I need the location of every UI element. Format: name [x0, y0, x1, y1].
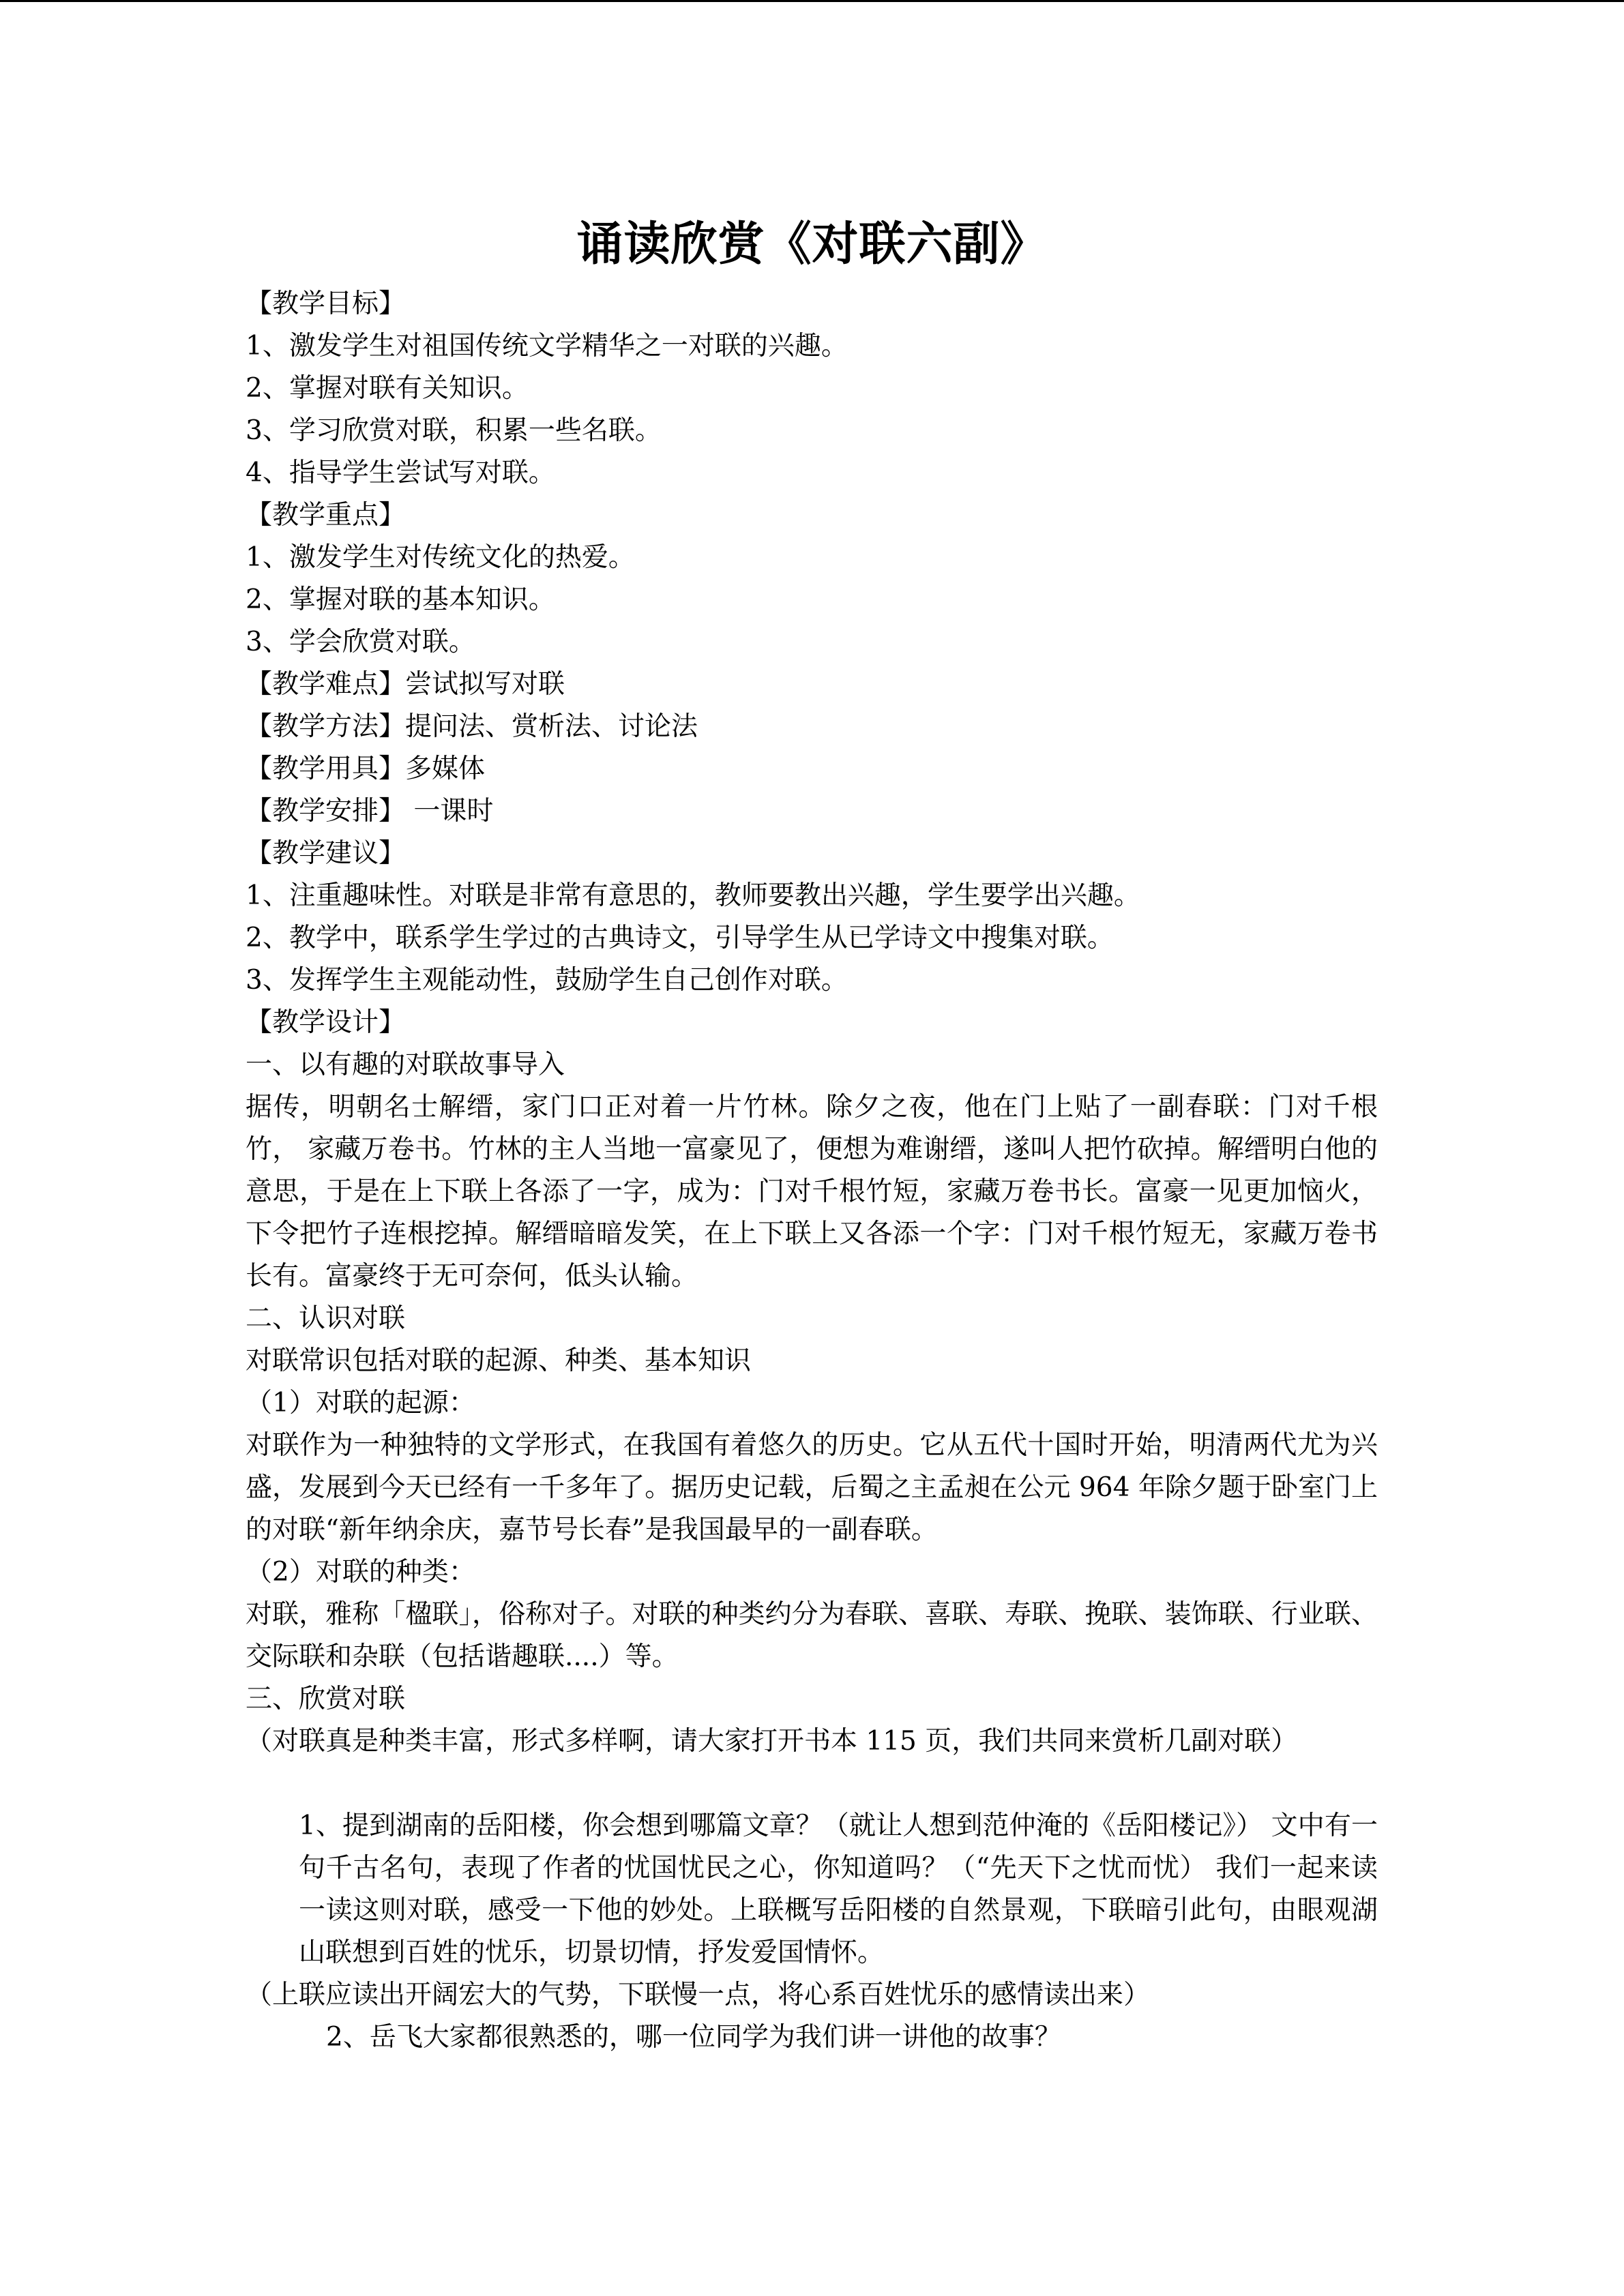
goal-item: 3、学习欣赏对联，积累一些名联。 [246, 415, 662, 446]
blank-line [246, 1763, 1378, 1805]
types-text: 对联，雅称「楹联」，俗称对子。对联的种类约分为春联、喜联、寿联、挽联、装饰联、行业联、交际联和杂联（包括谐趣联....）等。 [246, 1599, 1378, 1672]
suggest-heading: 【教学建议】 [246, 838, 406, 869]
document-title: 诵读欣赏《对联六副》 [576, 217, 1048, 271]
document-body [246, 283, 1378, 2059]
item1-paragraph: 1、提到湖南的岳阳楼，你会想到哪篇文章？（就让人想到范仲淹的《岳阳楼记》） 文中有一句千古名句，表现了作者的忧国忧民之心，你知道吗？（“先天下之忧而忧） 我们一起来读一读这则对联，感受一下他的妙处。上联概写岳阳楼的自然景观，下联暗引此句，由眼观湖山联想到百姓的忧乐，切景切情，抒发爱国情怀。 [299, 1810, 1378, 1968]
section1-story: 据传，明朝名士解缙，家门口正对着一片竹林。除夕之夜，他在门上贴了一副春联：门对千根竹， 家藏万卷书。竹林的主人当地一富豪见了，便想为难谢缙，遂叫人把竹砍掉。解缙明白他的意思，于是在上下联上各添了一字，成为：门对千根竹短，家藏万卷书长。富豪一见更加恼火，下令把竹子连根挖掉。解缙暗暗发笑，在上下联上又各添一个字：门对千根竹短无，家藏万卷书长有。富豪终于无可奈何，低头认输。 [246, 1092, 1378, 1292]
focus-item: 1、激发学生对传统文化的热爱。 [246, 542, 635, 573]
suggest-item: 1、注重趣味性。对联是非常有意思的，教师要教出兴趣，学生要学出兴趣。 [246, 880, 1140, 911]
goals-heading: 【教学目标】 [246, 288, 406, 319]
tools-line: 【教学用具】多媒体 [246, 754, 486, 784]
focus-heading: 【教学重点】 [246, 500, 406, 531]
origin-heading: （1）对联的起源： [246, 1388, 475, 1418]
design-heading: 【教学设计】 [246, 1007, 406, 1038]
suggest-item: 2、教学中，联系学生学过的古典诗文，引导学生从已学诗文中搜集对联。 [246, 923, 1114, 953]
section2-heading: 二、认识对联 [246, 1303, 406, 1334]
section3-intro: （对联真是种类丰富，形式多样啊，请大家打开书本 115 页，我们共同来赏析几副对联） [246, 1726, 1298, 1757]
schedule-line: 【教学安排】 一课时 [246, 796, 494, 826]
item2-paragraph: 2、岳飞大家都很熟悉的，哪一位同学为我们讲一讲他的故事？ [326, 2022, 1061, 2053]
goal-item: 4、指导学生尝试写对联。 [246, 458, 555, 488]
section1-heading: 一、以有趣的对联故事导入 [246, 1049, 565, 1080]
focus-item: 2、掌握对联的基本知识。 [246, 584, 555, 615]
method-line: 【教学方法】提问法、赏析法、讨论法 [246, 711, 698, 742]
section3-heading: 三、欣赏对联 [246, 1684, 406, 1714]
goal-item: 1、激发学生对祖国传统文学精华之一对联的兴趣。 [246, 331, 848, 361]
item1-note: （上联应读出开阔宏大的气势，下联慢一点，将心系百姓忧乐的感情读出来） [246, 1980, 1151, 2010]
origin-text: 对联作为一种独特的文学形式，在我国有着悠久的历史。它从五代十国时开始，明清两代尤为兴盛，发展到今天已经有一千多年了。据历史记载，后蜀之主孟昶在公元 964 年除夕题于卧室门上的对联“新年纳余庆，嘉节号长春”是我国最早的一副春联。 [246, 1430, 1378, 1545]
focus-item: 3、学会欣赏对联。 [246, 627, 475, 657]
goal-item: 2、掌握对联有关知识。 [246, 373, 529, 404]
suggest-item: 3、发挥学生主观能动性，鼓励学生自己创作对联。 [246, 965, 848, 996]
section2-intro: 对联常识包括对联的起源、种类、基本知识 [246, 1345, 752, 1376]
difficulty-line: 【教学难点】尝试拟写对联 [246, 669, 565, 700]
types-heading: （2）对联的种类： [246, 1557, 475, 1587]
